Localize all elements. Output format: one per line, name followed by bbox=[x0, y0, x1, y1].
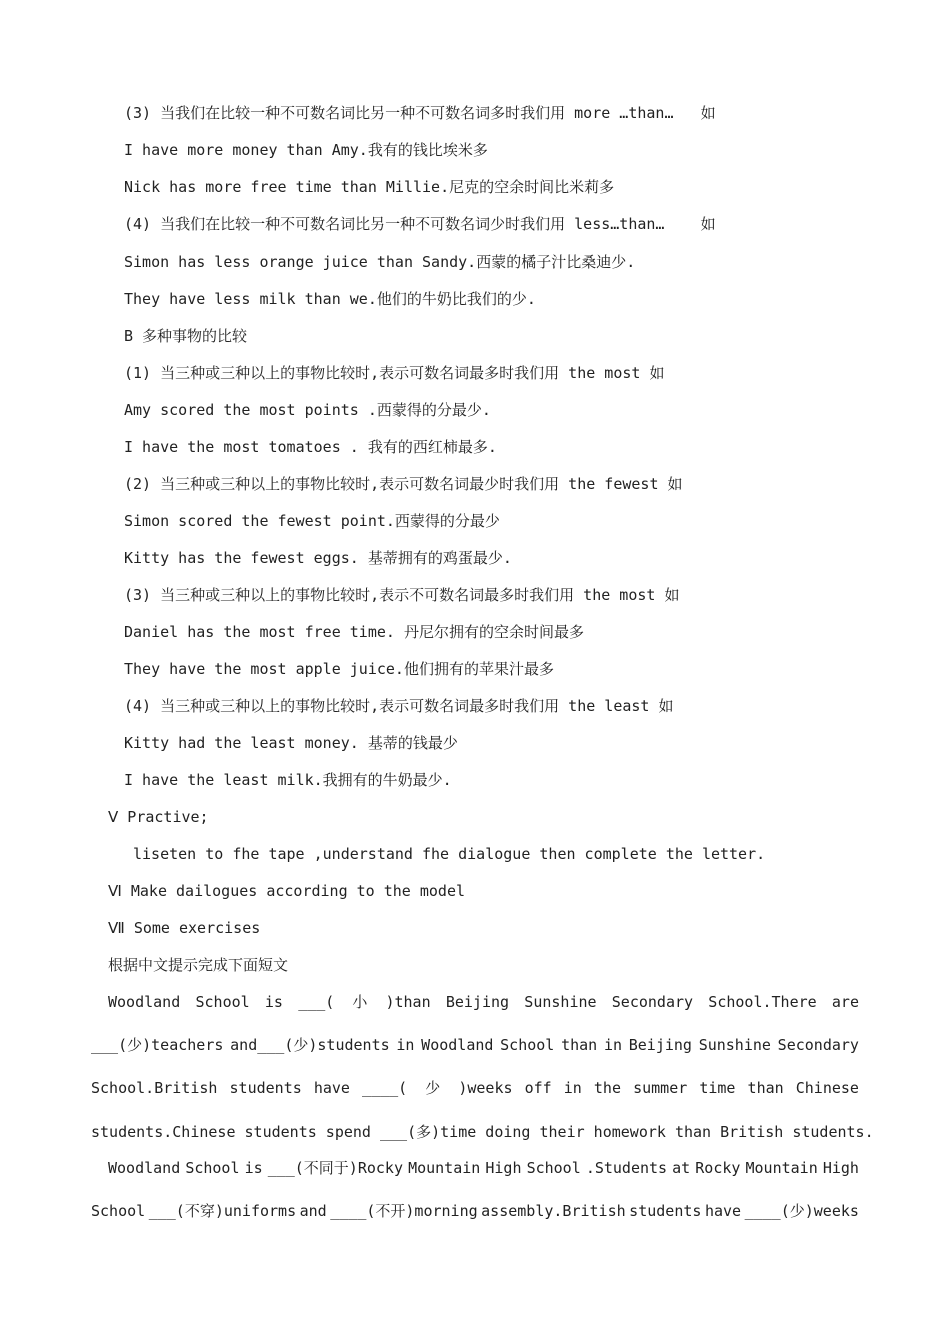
section-a-item3-example2: Nick has more free time than Millie.尼克的空余时间比米莉多 bbox=[124, 178, 615, 196]
section-a-item4: (4) 当我们在比较一种不可数名词比另一种不可数名词少时我们用 less…than… 如 bbox=[124, 215, 716, 233]
word: is bbox=[264, 993, 283, 1011]
word: are bbox=[831, 993, 859, 1011]
word: at bbox=[672, 1159, 691, 1177]
word: Beijing bbox=[628, 1036, 692, 1054]
blank-word: ___(不穿)uniforms bbox=[148, 1202, 297, 1220]
word: assembly.British bbox=[481, 1202, 626, 1220]
word: Rocky bbox=[695, 1159, 741, 1177]
word: Sunshine bbox=[698, 1036, 771, 1054]
section-b-item2-example1: Simon scored the fewest point.西蒙得的分最少 bbox=[124, 512, 500, 530]
section-b-item4-example1: Kitty had the least money. 基蒂的钱最少 bbox=[124, 734, 458, 752]
word: summer bbox=[633, 1079, 688, 1097]
section-b-item1-example1: Amy scored the most points .西蒙得的分最少. bbox=[124, 401, 491, 419]
section-b-heading: B 多种事物的比较 bbox=[124, 327, 248, 345]
word: than bbox=[561, 1036, 598, 1054]
section-a-item3: (3) 当我们在比较一种不可数名词比另一种不可数名词多时我们用 more …than… 如 bbox=[124, 104, 716, 122]
word: the bbox=[593, 1079, 621, 1097]
section-b-item2-example2: Kitty has the fewest eggs. 基蒂拥有的鸡蛋最少. bbox=[124, 549, 512, 567]
section-vii-heading: Ⅶ Some exercises bbox=[108, 919, 261, 937]
word: High bbox=[822, 1159, 859, 1177]
word: School.British bbox=[91, 1079, 218, 1097]
section-v-heading: Ⅴ Practive; bbox=[108, 808, 209, 826]
exercise-paragraph1-line2 bbox=[91, 1035, 859, 1055]
section-b-item3: (3) 当三种或三种以上的事物比较时,表示不可数名词最多时我们用 the most 如 bbox=[124, 586, 680, 604]
section-v-text: liseten to fhe tape ,understand fhe dialogue then complete the letter. bbox=[133, 845, 766, 863]
word: Secondary bbox=[777, 1036, 859, 1054]
blank-word: and___(少)students bbox=[230, 1036, 390, 1054]
word: than bbox=[747, 1079, 784, 1097]
word: Mountain bbox=[745, 1159, 818, 1177]
word: Woodland bbox=[421, 1036, 494, 1054]
word: have bbox=[704, 1202, 742, 1220]
exercise-paragraph1-line1 bbox=[108, 992, 859, 1012]
section-b-item2: (2) 当三种或三种以上的事物比较时,表示可数名词最少时我们用 the fewest 如 bbox=[124, 475, 683, 493]
exercise-paragraph2-line2 bbox=[91, 1201, 859, 1221]
section-a-item4-example1: Simon has less orange juice than Sandy.西蒙的橘子汁比桑迪少. bbox=[124, 253, 636, 271]
exercise-instruction: 根据中文提示完成下面短文 bbox=[108, 956, 289, 974]
word: and bbox=[299, 1202, 327, 1220]
word: School.There bbox=[708, 993, 817, 1011]
blank-word: ____( 少 )weeks bbox=[362, 1079, 513, 1097]
word: School bbox=[185, 1159, 240, 1177]
word: School bbox=[500, 1036, 555, 1054]
word: High bbox=[485, 1159, 522, 1177]
word: Woodland bbox=[108, 993, 181, 1011]
word: School bbox=[526, 1159, 581, 1177]
word: School bbox=[91, 1202, 146, 1220]
section-b-item1-example2: I have the most tomatoes . 我有的西红柿最多. bbox=[124, 438, 497, 456]
word: Secondary bbox=[611, 993, 694, 1011]
blank-word: ___(少)teachers bbox=[91, 1036, 224, 1054]
section-b-item3-example2: They have the most apple juice.他们拥有的苹果汁最多 bbox=[124, 660, 554, 678]
word: Sunshine bbox=[524, 993, 597, 1011]
word: in bbox=[563, 1079, 582, 1097]
section-vi-heading: Ⅵ Make dailogues according to the model bbox=[108, 882, 466, 900]
section-b-item4: (4) 当三种或三种以上的事物比较时,表示可数名词最多时我们用 the least 如 bbox=[124, 697, 674, 715]
word: .Students bbox=[585, 1159, 668, 1177]
blank-word: ____(少)weeks bbox=[744, 1202, 859, 1220]
exercise-paragraph2-line1 bbox=[108, 1158, 859, 1178]
blank-word: ___( 小 )than bbox=[298, 993, 431, 1011]
word: in bbox=[603, 1036, 622, 1054]
word: have bbox=[313, 1079, 350, 1097]
word: in bbox=[396, 1036, 415, 1054]
exercise-paragraph1-line3 bbox=[91, 1078, 859, 1098]
word: Chinese bbox=[795, 1079, 859, 1097]
blank-word: ___(不同于)Rocky bbox=[267, 1159, 403, 1177]
word: Woodland bbox=[108, 1159, 181, 1177]
word: Mountain bbox=[408, 1159, 481, 1177]
section-b-item4-example2: I have the least milk.我拥有的牛奶最少. bbox=[124, 771, 452, 789]
word: students bbox=[629, 1202, 702, 1220]
word: off bbox=[524, 1079, 552, 1097]
section-a-item4-example2: They have less milk than we.他们的牛奶比我们的少. bbox=[124, 290, 536, 308]
word: is bbox=[244, 1159, 263, 1177]
word: students bbox=[229, 1079, 302, 1097]
exercise-paragraph1-line4: students.Chinese students spend ___(多)time doing their homework than British students. bbox=[91, 1123, 874, 1141]
word: School bbox=[195, 993, 250, 1011]
section-b-item3-example1: Daniel has the most free time. 丹尼尔拥有的空余时间最多 bbox=[124, 623, 584, 641]
word: time bbox=[699, 1079, 736, 1097]
word: Beijing bbox=[445, 993, 510, 1011]
section-b-item1: (1) 当三种或三种以上的事物比较时,表示可数名词最多时我们用 the most 如 bbox=[124, 364, 665, 382]
blank-word: ____(不开)morning bbox=[330, 1202, 478, 1220]
section-a-item3-example1: I have more money than Amy.我有的钱比埃米多 bbox=[124, 141, 488, 159]
